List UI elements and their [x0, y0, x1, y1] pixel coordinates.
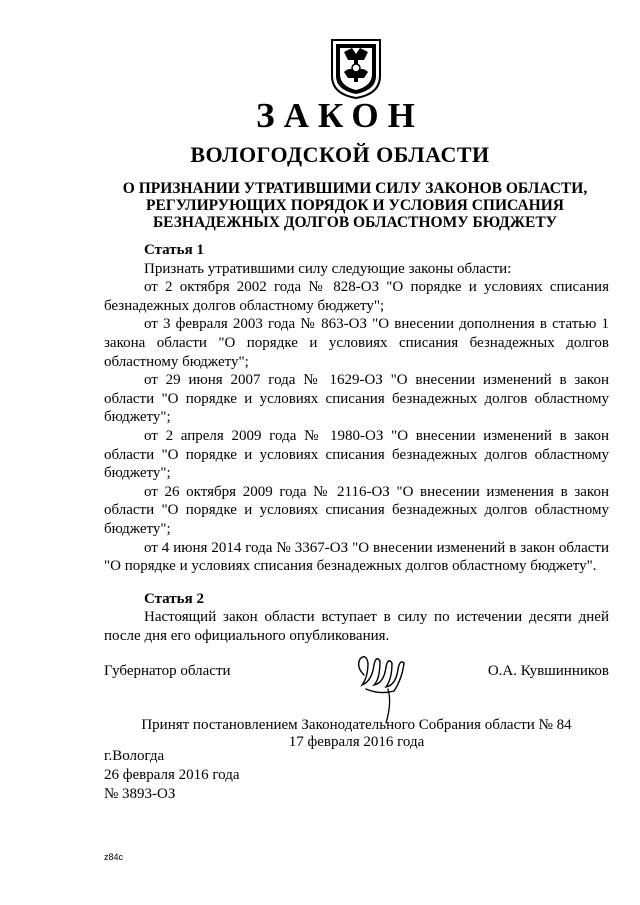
- place-date-number: [104, 747, 240, 804]
- adoption-info: [104, 717, 609, 751]
- article-1-heading: Статья 1: [144, 242, 204, 258]
- vologda-coat-of-arms-icon: [330, 38, 382, 100]
- subtitle-line: РЕГУЛИРУЮЩИХ ПОРЯДОК И УСЛОВИЯ СПИСАНИЯ: [146, 197, 564, 214]
- article-2-heading: Статья 2: [144, 590, 204, 607]
- signatory-name: О.А. Кувшинников: [487, 663, 609, 679]
- signing-date: 26 февраля 2016 года: [104, 767, 240, 783]
- signatory-position: Губернатор области: [104, 663, 231, 679]
- city: г.Вологда: [104, 748, 165, 764]
- repealed-law-item: от 26 октября 2009 года № 2116-ОЗ "О внесении изменения в закон области "О порядке и условиях списания безнадежных долгов областному бюджету";: [104, 483, 609, 537]
- subtitle-line: О ПРИЗНАНИИ УТРАТИВШИМИ СИЛУ ЗАКОНОВ ОБЛАСТИ,: [122, 180, 588, 197]
- adoption-line: Принят постановлением Законодательного Собрания области № 84: [141, 717, 572, 733]
- law-subtitle: [105, 180, 605, 231]
- repealed-law-item: от 2 апреля 2009 года № 1980-ОЗ "О внесении изменений в закон области "О порядке и условиях списания безнадежных долгов областному бюджету";: [104, 427, 609, 482]
- law-title: ЗАКОН: [256, 96, 424, 135]
- article-2-text: Настоящий закон области вступает в силу по истечении десяти дней после дня его официального опубликования.: [104, 609, 609, 644]
- repealed-law-item: от 29 июня 2007 года № 1629-ОЗ "О внесении изменений в закон области "О порядке и условиях списания безнадежных долгов областному бюджету";: [104, 372, 609, 426]
- region-title: ВОЛОГОДСКОЙ ОБЛАСТИ: [190, 142, 490, 167]
- article-1: [104, 241, 609, 645]
- repealed-law-item: от 2 октября 2002 года № 828-ОЗ "О порядке и условиях списания безнадежных долгов областному бюджету";: [104, 279, 609, 314]
- handwritten-signature: [350, 645, 410, 725]
- repealed-law-item: от 4 июня 2014 года № 3367-ОЗ "О внесении изменений в закон области "О порядке и условиях списания безнадежных долгов областному бюджету".: [104, 539, 609, 575]
- law-number: № 3893-ОЗ: [104, 786, 176, 802]
- subtitle-line: БЕЗНАДЕЖНЫХ ДОЛГОВ ОБЛАСТНОМУ БЮДЖЕТУ: [152, 214, 558, 231]
- adoption-date: 17 февраля 2016 года: [288, 734, 425, 750]
- article-1-intro: Признать утратившими силу следующие законы области:: [144, 260, 512, 277]
- footer-code: z84c: [104, 852, 124, 862]
- repealed-law-item: от 3 февраля 2003 года № 863-ОЗ "О внесении дополнения в статью 1 закона области "О порядке и условиях списания безнадежных долгов областному бюджету";: [104, 316, 609, 370]
